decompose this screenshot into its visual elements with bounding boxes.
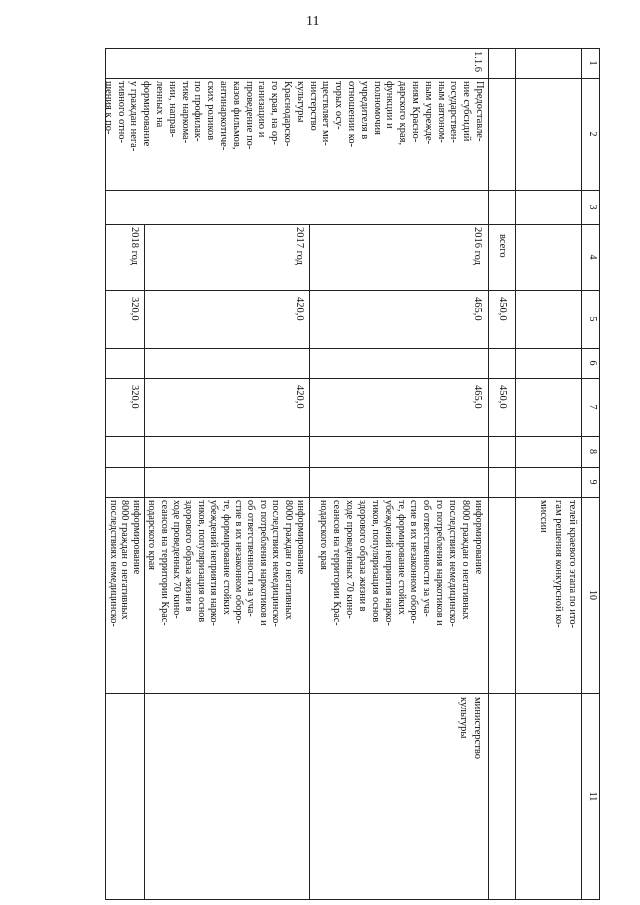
header-col-5: 5 [587,316,598,322]
prev-row-total-label: всего [497,234,508,258]
year-2016-result: информирование 8000 граждан о негативных последствиях немедицинско- го потребления наркотиков и об ответственности за уча- стие в их незаконном оборо- те, формирование стойких убеждений неприятия нарко- тиков, популяризация основ здорового образа жизни в ходе проведенных 70 кино- сеансов на территории Крас- нодарского края [318,500,484,627]
prev-row-total-col5: 450,0 [497,297,508,321]
year-2016-col7: 465,0 [472,385,483,409]
year-2017-label: 2017 год [294,227,305,265]
row-number: 1.1.6 [472,51,483,72]
year-2017-col5: 420,0 [294,297,305,321]
year-2018-col5: 320,0 [129,297,140,321]
year-2016-label: 2016 год [472,227,483,265]
header-col-2: 2 [587,131,598,137]
page-number: 11 [306,14,320,29]
header-col-4: 4 [587,254,598,260]
year-2016-col5: 465,0 [472,297,483,321]
row-executor: министерство культуры [457,697,483,760]
header-col-9: 9 [587,479,598,485]
year-2018-result: информирование 8000 граждан о негативных последствиях немедицинско- [108,500,142,627]
header-col-1: 1 [587,60,598,66]
prev-row-result: телей краевого этапа по ито- гам решения конкурсной ко- миссии [538,500,578,629]
header-col-3: 3 [587,204,598,210]
prev-row-total-col7: 450,0 [497,385,508,409]
header-col-7: 7 [587,404,598,410]
header-col-6: 6 [587,360,598,366]
header-col-11: 11 [587,791,598,802]
rotated-table [102,48,600,900]
header-col-10: 10 [587,590,598,600]
year-2017-col7: 420,0 [294,385,305,409]
year-2018-label: 2018 год [129,227,140,265]
row-description: Предоставле- ние субсидий государствен- ным автоном- ным учрежде- ниям Красно- дарского края, функции и полномочия учредителя в отношении ко- торых осу- ществляет ми- нистерство культуры Краснодарско- го края, на ор- ганизацию и проведение по- казов фильмов, антинаркотиче- ских роликов по профилак- тике наркома- нии, направ- ленных на формирование у граждан нега- тивного отно- шения к по- [102,81,485,152]
header-col-8: 8 [587,449,598,454]
year-2017-result: информирование 8000 граждан о негативных последствиях немедицинско- го потребления наркотиков и об ответственности за уча- стие в их незаконном оборо- те, формирование стойких убеждений неприятия нарко- тиков, популяризация основ здорового образа жизни в ходе проведенных 70 кино- сеансов на территории Крас- нодарского края [146,500,306,627]
year-2018-col7: 320,0 [129,385,140,409]
